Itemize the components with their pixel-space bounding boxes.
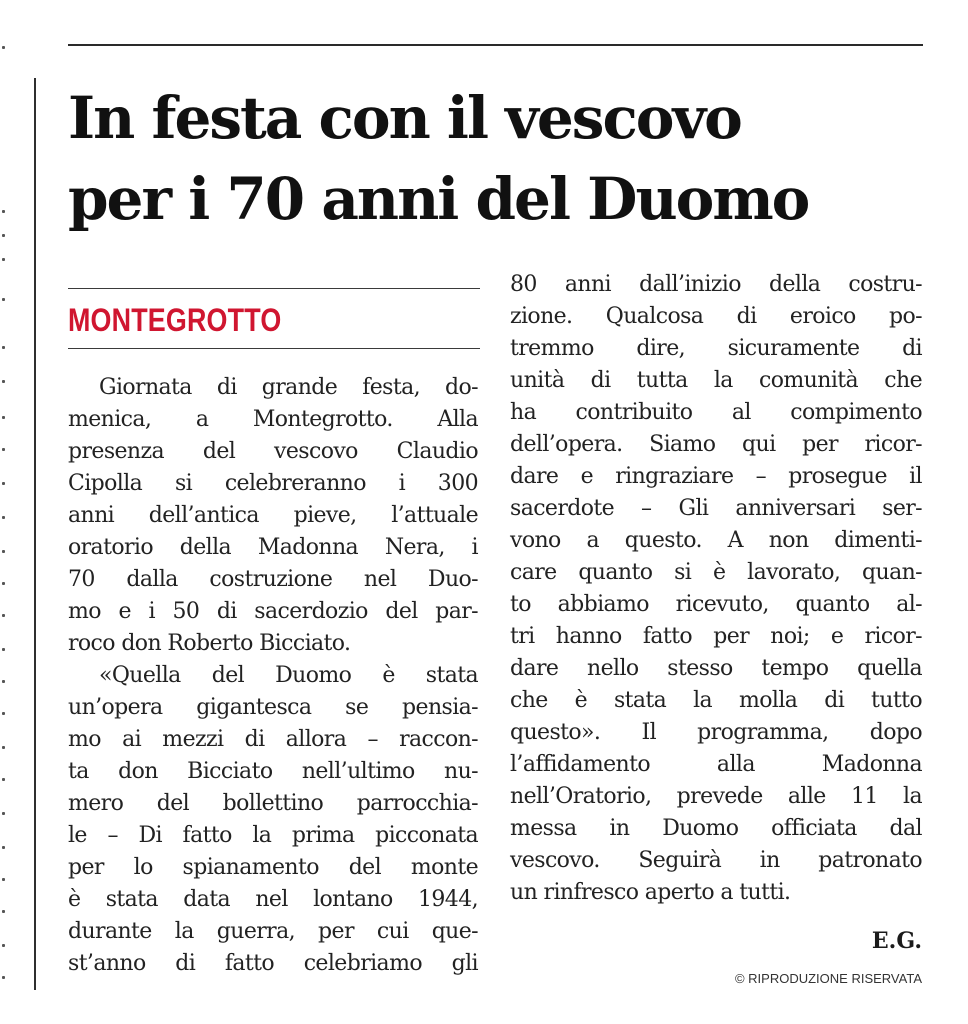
body-line: dare nello stesso tempo quella bbox=[510, 656, 922, 681]
body-line: presenza del vescovo Claudio bbox=[68, 439, 478, 464]
body-line: vono a questo. A non dimenti- bbox=[510, 528, 922, 553]
body-line: unità di tutta la comunità che bbox=[510, 368, 922, 393]
body-line: anni dell’antica pieve, l’attuale bbox=[68, 503, 478, 528]
body-line: «Quella del Duomo è stata bbox=[99, 663, 478, 688]
headline-line: In festa con il vescovo bbox=[68, 84, 741, 152]
body-line: dell’opera. Siamo qui per ricor- bbox=[510, 432, 922, 457]
body-line: un rinfresco aperto a tutti. bbox=[510, 880, 791, 905]
body-line: 80 anni dall’inizio della costru- bbox=[510, 272, 922, 297]
body-line: ha contribuito al compimento bbox=[510, 400, 922, 425]
body-line: ta don Bicciato nell’ultimo nu- bbox=[68, 759, 478, 784]
copyright-notice: © RIPRODUZIONE RISERVATA bbox=[734, 971, 922, 986]
body-line: st’anno di fatto celebriamo gli bbox=[68, 951, 478, 976]
body-line: Cipolla si celebreranno i 300 bbox=[68, 471, 478, 496]
body-line: Giornata di grande festa, do- bbox=[99, 375, 478, 400]
kicker-top-rule bbox=[68, 288, 480, 289]
column-divider bbox=[34, 78, 36, 990]
article-headline bbox=[68, 78, 928, 240]
kicker-bottom-rule bbox=[68, 348, 480, 349]
body-line: durante la guerra, per cui que- bbox=[68, 919, 478, 944]
body-line: menica, a Montegrotto. Alla bbox=[68, 407, 478, 432]
body-line: messa in Duomo officiata dal bbox=[510, 816, 922, 841]
body-line: zione. Qualcosa di eroico po- bbox=[510, 304, 922, 329]
article-body-right-column bbox=[510, 269, 922, 909]
body-line: roco don Roberto Bicciato. bbox=[68, 631, 351, 656]
headline-line: per i 70 anni del Duomo bbox=[68, 165, 809, 233]
body-line: un’opera gigantesca se pensia- bbox=[68, 695, 478, 720]
body-line: mo e i 50 di sacerdozio del par- bbox=[68, 599, 478, 624]
body-line: questo». Il programma, dopo bbox=[510, 720, 922, 745]
body-line: l’affidamento alla Madonna bbox=[510, 752, 922, 777]
body-line: mero del bollettino parrocchia- bbox=[68, 791, 478, 816]
article-body-left-column bbox=[68, 372, 478, 980]
top-divider bbox=[68, 44, 923, 46]
body-line: nell’Oratorio, prevede alle 11 la bbox=[510, 784, 922, 809]
body-line: to abbiamo ricevuto, quanto al- bbox=[510, 592, 922, 617]
body-line: oratorio della Madonna Nera, i bbox=[68, 535, 478, 560]
body-line: vescovo. Seguirà in patronato bbox=[510, 848, 922, 873]
body-line: dare e ringraziare – prosegue il bbox=[510, 464, 922, 489]
body-line: sacerdote – Gli anniversari ser- bbox=[510, 496, 922, 521]
body-line: le – Di fatto la prima picconata bbox=[68, 823, 478, 848]
author-byline: E.G. bbox=[871, 928, 922, 954]
body-line: per lo spianamento del monte bbox=[68, 855, 478, 880]
section-kicker: MONTEGROTTO bbox=[68, 302, 282, 338]
body-line: care quanto si è lavorato, quan- bbox=[510, 560, 922, 585]
body-line: è stata data nel lontano 1944, bbox=[68, 887, 478, 912]
body-line: 70 dalla costruzione nel Duo- bbox=[68, 567, 478, 592]
body-line: che è stata la molla di tutto bbox=[510, 688, 922, 713]
body-line: tremmo dire, sicuramente di bbox=[510, 336, 922, 361]
body-line: tri hanno fatto per noi; e ricor- bbox=[510, 624, 922, 649]
adjacent-column-edge bbox=[0, 0, 8, 1024]
body-line: mo ai mezzi di allora – raccon- bbox=[68, 727, 478, 752]
